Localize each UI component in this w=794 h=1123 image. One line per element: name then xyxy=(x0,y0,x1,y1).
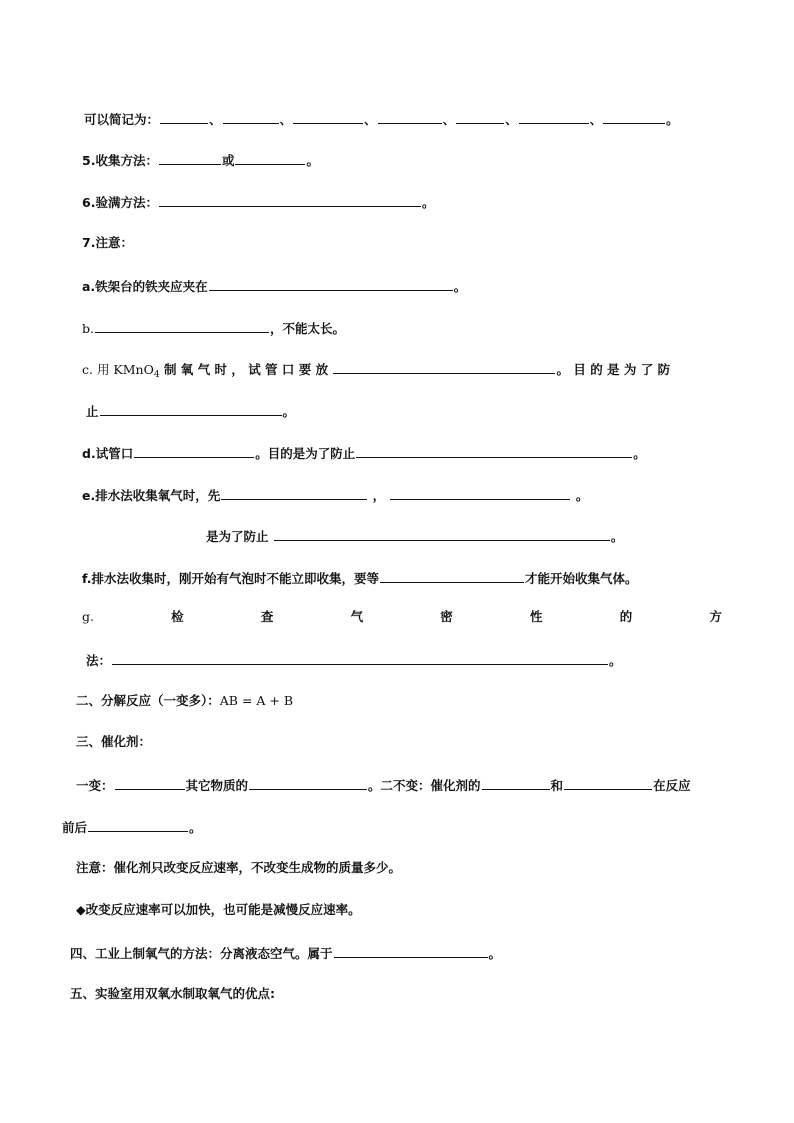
section-5-heading xyxy=(70,983,275,1005)
and-text: 和 xyxy=(550,778,564,793)
abbrev-blank-5[interactable] xyxy=(456,107,504,124)
catalyst-note-text: ◆改变反应速率可以加快，也可能是减慢反应速率。 xyxy=(76,902,361,917)
period: 。 xyxy=(575,488,589,503)
abbrev-blank-6[interactable] xyxy=(519,107,589,124)
note-c2-label: 止 xyxy=(86,404,99,419)
note-f-blank[interactable] xyxy=(380,566,524,583)
full-check-blank[interactable] xyxy=(159,190,421,207)
collect-blank-1[interactable] xyxy=(159,148,221,165)
notes-heading xyxy=(82,232,133,254)
note-g-char: 查 xyxy=(260,609,274,624)
note-g-line xyxy=(82,606,722,628)
period: 。 xyxy=(282,404,296,419)
section-4-blank[interactable] xyxy=(334,941,488,958)
note-f-line xyxy=(82,566,638,588)
separator: 、 xyxy=(505,112,518,127)
catalyst-line-2 xyxy=(62,815,202,837)
period: 。 xyxy=(189,820,202,835)
note-d-blank-1[interactable] xyxy=(134,441,254,458)
catalyst-note-text: 注意：催化剂只改变反应速率，不改变生成物的质量多少。 xyxy=(76,860,402,875)
abbrev-label: 可以简记为： xyxy=(84,112,160,127)
period: 。 xyxy=(633,446,646,461)
note-e-blank-1[interactable] xyxy=(221,483,367,500)
catalyst-change-label: 一变： xyxy=(76,778,114,793)
catalyst-blank-2[interactable] xyxy=(249,773,367,790)
separator: 、 xyxy=(209,112,222,127)
decomposition-formula: AB = A + B xyxy=(219,693,294,708)
note-d-line xyxy=(82,441,646,463)
collect-method-line xyxy=(82,148,319,170)
full-check-label: 6.验满方法： xyxy=(82,195,158,210)
note-c-blank[interactable] xyxy=(333,357,555,374)
subscript: 4 xyxy=(153,370,160,380)
period: 。 xyxy=(306,153,319,168)
period: 。 xyxy=(421,195,435,210)
abbrev-blank-1[interactable] xyxy=(160,107,208,124)
abbrev-blank-7[interactable] xyxy=(603,107,665,124)
note-a-blank[interactable] xyxy=(209,274,453,291)
section-4-label: 四、工业上制氧气的方法：分离液态空气。属于 xyxy=(70,946,333,961)
note-c-prefix: c. 用 KMnO xyxy=(82,362,154,377)
note-d-blank-2[interactable] xyxy=(356,441,632,458)
note-f-label: f.排水法收集时，刚开始有气泡时不能立即收集，要等 xyxy=(82,571,380,586)
full-check-line xyxy=(82,190,434,212)
section-2-heading xyxy=(76,690,293,712)
section-4-line xyxy=(70,941,501,963)
abbrev-blank-4[interactable] xyxy=(378,107,442,124)
note-c-line xyxy=(82,357,670,379)
note-e2-line xyxy=(206,524,623,546)
note-c-end: 。 目 的 是 为 了 防 xyxy=(556,362,671,377)
catalyst-blank-3[interactable] xyxy=(482,773,550,790)
note-e-line xyxy=(82,483,588,505)
note-e-label: e.排水法收集氧气时，先 xyxy=(82,488,221,503)
period: 。 xyxy=(666,112,679,127)
note-a-line xyxy=(82,274,466,296)
note-a-label: a.铁架台的铁夹应夹在 xyxy=(82,279,208,294)
separator: 、 xyxy=(442,112,456,127)
catalyst-blank-1[interactable] xyxy=(115,773,185,790)
separator: 、 xyxy=(589,112,603,127)
note-b-blank[interactable] xyxy=(95,316,269,333)
abbrev-blank-3[interactable] xyxy=(293,107,363,124)
catalyst-other-rate: 其它物质的 xyxy=(185,778,249,793)
note-g-char: 密 xyxy=(440,609,453,624)
abbrev-blank-2[interactable] xyxy=(223,107,279,124)
notes-label: 7.注意： xyxy=(82,235,133,250)
section-3-heading xyxy=(76,731,151,753)
period: 。 xyxy=(609,653,622,668)
before-after-label: 前后 xyxy=(62,820,88,835)
catalyst-line xyxy=(76,773,691,795)
catalyst-unchanged-label: 。二不变：催化剂的 xyxy=(368,778,481,793)
note-d-label: d.试管口 xyxy=(82,446,134,461)
catalyst-reaction-text: 在反应 xyxy=(653,778,691,793)
separator: 、 xyxy=(279,112,293,127)
note-g-char: 气 xyxy=(350,609,364,624)
note-e2-blank[interactable] xyxy=(274,524,610,541)
separator: 、 xyxy=(364,112,377,127)
period: 。 xyxy=(453,279,467,294)
abbrev-line xyxy=(84,107,679,129)
or-text: 或 xyxy=(221,153,235,168)
note-g-char: 性 xyxy=(529,609,543,624)
period: 。 xyxy=(610,529,624,544)
note-b-line xyxy=(82,316,345,338)
note-g2-line xyxy=(86,648,622,670)
catalyst-note-2 xyxy=(76,899,361,921)
note-d-mid: 。目的是为了防止 xyxy=(255,446,356,461)
section-3-label: 三、催化剂： xyxy=(76,734,152,749)
catalyst-note-1 xyxy=(76,857,401,879)
note-e2-label: 是为了防止 xyxy=(206,529,269,544)
note-g-char: 检 xyxy=(171,609,184,624)
note-e-blank-2[interactable] xyxy=(390,483,570,500)
note-g-char: 方 xyxy=(709,609,722,624)
note-g-char: 的 xyxy=(619,609,633,624)
section-5-label: 五、实验室用双氧水制取氧气的优点: xyxy=(70,986,275,1001)
note-b-label: b. xyxy=(82,321,94,336)
note-g2-label: 法： xyxy=(86,653,112,668)
note-c2-blank[interactable] xyxy=(100,399,282,416)
note-b-end: ，不能太长。 xyxy=(269,321,345,336)
section-2-label: 二、分解反应（一变多）： xyxy=(76,693,220,708)
catalyst-blank-4[interactable] xyxy=(564,773,652,790)
note-g2-blank[interactable] xyxy=(112,648,608,665)
note-c-suffix: 制 氧 气 时 ， 试 管 口 要 放 xyxy=(159,362,329,377)
note-g-char: g. xyxy=(82,609,94,624)
period: 。 xyxy=(488,946,502,961)
catalyst-blank-5[interactable] xyxy=(88,815,188,832)
collect-blank-2[interactable] xyxy=(235,148,305,165)
note-c2-line xyxy=(86,399,295,421)
collect-label: 5.收集方法： xyxy=(82,153,158,168)
note-f-end: 才能开始收集气体。 xyxy=(525,571,638,586)
comma: ， xyxy=(372,488,386,503)
